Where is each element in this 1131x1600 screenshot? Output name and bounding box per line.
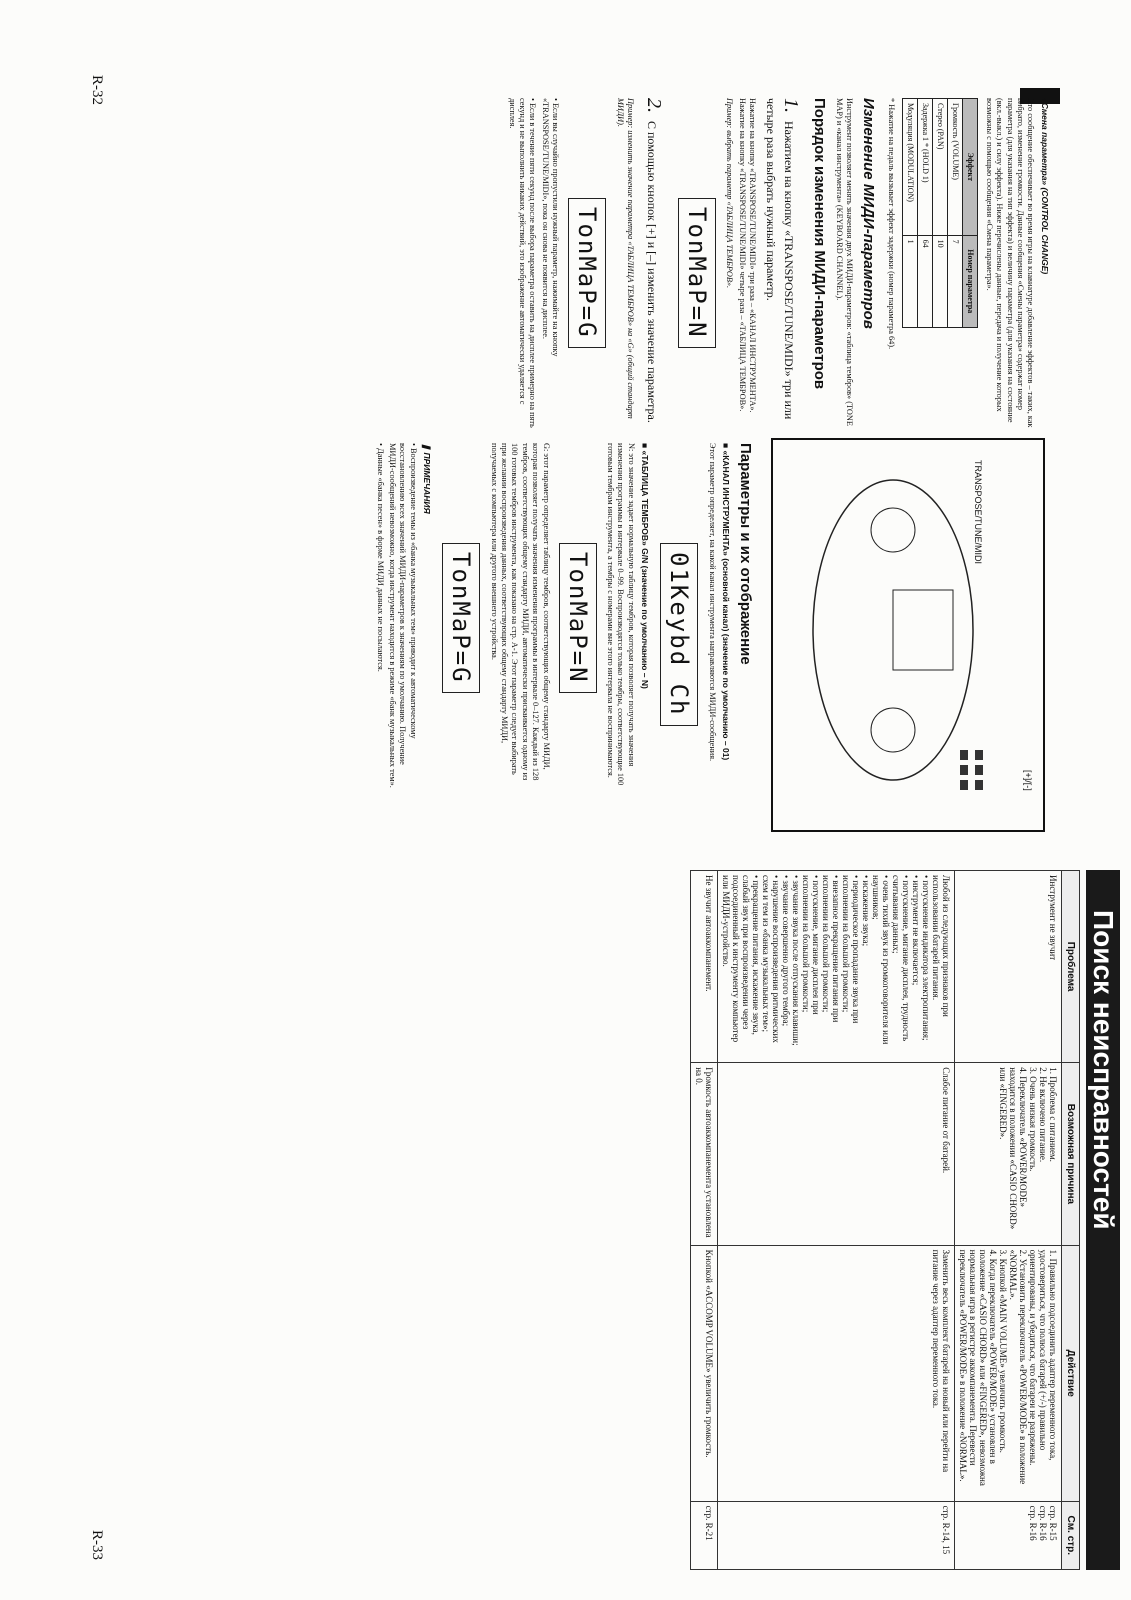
param-item-text: N: это значение задает нормальную таблицу тембров, которая позволяет получать значения изменения программы в интервале 0–99. Воспроизводятся только тембры, соответствующие 100 готовым тембрам инструмента, а тембры с номерами вне этого интервала не воспринимаются.: [605, 443, 636, 786]
left-column: [504, 98, 1050, 428]
left-page: [80, 88, 1060, 848]
step-1-sub: Нажатие на кнопку «TRANSPOSE/TUNE/MIDI» три раза – «КАНАЛ ИНСТРУМЕНТА». Нажатие на кнопку «TRANSPOSE/TUNE/MIDI» четыре раза – «ТАБЛИЦА ТЕМБРОВ».: [737, 98, 757, 413]
lcd-display: TonMaP=G: [442, 543, 480, 693]
step-2: 2.С помощью кнопок [+] и [–] изменить значение параметра.: [642, 98, 665, 423]
effect-cell: Стерео (PAN): [932, 99, 947, 236]
param-cell: 7: [947, 235, 962, 327]
problem-cell: Любой из следующих признаков при использовании батарей питания. • потускнение индикатора электропитания; • инструмент не включается; • потускнение, мигание дисплея, трудность считывания данных; • очень тихий звук из громкоговорителя или наушников; • искажение звука; • периодическое пропадание звука при исполнении на большой громкости; • внезапное прекращение питания при исполнении на большой громкости; • потускнение, мигание дисплея при исполнении на большой громкости; • звучание звука после отпускания клавиши; • звучание совершенно другого тембра; • нарушение воспроизведения ритмических схем и тем из «банка музыкальных тем»; • прекращение питания, искажение звука, слабый звук при воспроизведении через подсоединенный к инструменту компьютер или МИДИ-устройство.: [718, 871, 955, 1063]
effects-table: [902, 98, 978, 328]
cc-title: «Смена параметра» (CONTROL CHANGE): [1040, 98, 1050, 275]
table-header: Действие: [1062, 1245, 1080, 1501]
page-cell: стр. R-14, 15: [718, 1501, 955, 1569]
table-row: [947, 99, 962, 328]
change-text: Инструмент позволяет менять значения двух МИДИ-параметров: «таблица тембров» (TONE MAP) и «канал инструмента» (KEYBOARD CHANNEL).: [835, 98, 855, 426]
page-cell: стр. R-15 стр. R-16 стр. R-16: [955, 1501, 1062, 1569]
effect-cell: Громкость (VOLUME): [947, 99, 962, 236]
lcd-display: TonMaP=N: [559, 543, 597, 693]
cc-text: Это сообщение обеспечивает во время игры на клавиатуре добавление эффектов – таких, как вибрато, изменение громкости. Данные сообщения «Смены параметра» содержат номер параметра (для указания на тип эффекта) и величину параметра (для указания на состояние (вкл.-выкл.) и силу эффекта). Ниже перечислены данные, передача и получение которых возможны с помощью сообщения «Смена параметра».: [984, 98, 1036, 428]
page-cell: стр. R-21: [691, 1501, 718, 1569]
step-1: 1.Нажатием на кнопку «TRANSPOSE/TUNE/MIDI» три или четыре раза выбрать нужный параметр.: [764, 98, 802, 420]
param-cell: 10: [932, 235, 947, 327]
action-cell: 1. Правильно подсоединить адаптер переменного тока, удостовериться, что полюса батарей (+/-) правильно ориентированы, и убедиться, что батареи не разряжены. 2. Установить переключатель «POWER/MODE» в положение «NORMAL». 3. Кнопкой «MAIN VOLUME» увеличить громкость. 4. Когда переключатель «POWER/MODE» установлен в положение «CASIO CHORD» или «FINGERED», невозможна нормальная игра в регистре аккомпанемента. Перевести переключатель «POWER/MODE» в положение «NORMAL».: [955, 1245, 1062, 1501]
table-row: [917, 99, 932, 328]
problem-cell: Инструмент не звучит: [955, 871, 1062, 1063]
effect-cell: Модуляция (MODULATION): [902, 99, 917, 236]
right-column: [372, 443, 760, 788]
cause-cell: Громкость автоаккомпанемента установлена на 0.: [691, 1063, 718, 1245]
table-header: См. стр.: [1062, 1501, 1080, 1569]
right-page: [10, 870, 1120, 1570]
table-header: Эффект: [962, 99, 977, 236]
lcd-display: TonMaP=N: [678, 198, 716, 348]
problem-cell: Не звучит автоаккомпанемент.: [691, 871, 718, 1063]
action-cell: Кнопкой «ACCOMP VOLUME» увеличить громкость.: [691, 1245, 718, 1501]
cc-footnote: * Нажатие на педаль вызывает эффект задержки (номер параметра 64).: [886, 98, 896, 350]
action-cell: Заменить весь комплект батарей на новый или перейти на питание через адаптер переменного тока.: [718, 1245, 955, 1501]
notes-title: ❚ ПРИМЕЧАНИЯ: [422, 443, 433, 514]
param-item-text: G: этот параметр определяет таблицу тембров, соответствующих общему стандарту МИДИ, которая позволяет получать значения изменения программы в интервале 0–127. Каждый из 128 тембров, соответствующих общему стандарту МИДИ, автоматически присваивается одному из 100 готовых тембров инструмента, как показано на стр. А-1. Этот параметр следует выбирать при желании воспроизведения данных, соответствующих общему стандарту МИДИ, получаемых с компьютера или другого внешнего устройства.: [489, 443, 551, 781]
param-cell: 64: [917, 235, 932, 327]
troubleshooting-table: [690, 870, 1080, 1570]
param-item-title: ■ «КАНАЛ ИНСТРУМЕНТА» (основной канал) (значение по умолчанию – 01): [721, 443, 732, 761]
param-item-text: Этот параметр определяет, на какой канал инструмента направляются МИДИ-сообщения.: [707, 443, 717, 762]
table-header: Номер параметра: [962, 235, 977, 327]
lcd-display: 01Keybd Ch: [660, 543, 698, 726]
keyboard-diagram: [771, 438, 1045, 832]
step-1-example: Пример: выбрать параметр «ТАБЛИЦА ТЕМБРОВ».: [725, 98, 735, 289]
effect-cell: Задержка 1 * (HOLD 1): [917, 99, 932, 236]
step-2-example: Пример: изменить значение параметра «ТАБЛИЦА ТЕМБРОВ» на «G» (общий стандарт МИДИ).: [615, 98, 635, 419]
page-number-right: R-33: [89, 1530, 105, 1560]
params-title: Параметры и их отображение: [737, 443, 754, 665]
order-title: Порядок изменения МИДИ-параметров: [810, 98, 828, 390]
note: • Данные «банка песен» в форме МИДИ данных не посылаются.: [375, 443, 385, 672]
bullet: • Если в течение пяти секунд после выбора параметра оставить на дисплее примерно на пять секунд и не выполнить никаких действий, это изображение автоматически удаляется с дисплея.: [507, 98, 538, 428]
table-row: [691, 871, 718, 1570]
page-number-left: R-32: [89, 75, 105, 105]
lcd-display: TonMaP=G: [568, 198, 606, 348]
bullet: • Если вы случайно пропустили нужный параметр, нажимайте на кнопку «TRANSPOSE/TUNE/MIDI», пока он снова не появится на дисплее.: [540, 98, 561, 357]
table-row: [902, 99, 917, 328]
note: • Воспроизведение темы из «банка музыкальных тем» приводит к автоматическому восстановлению всех значений МИДИ-параметров к значениям по умолчанию. Получение МИДИ-сообщений невозможно, когда инструмент находится в режиме «банк музыкальных тем».: [388, 443, 418, 788]
param-cell: 1: [902, 235, 917, 327]
page-title: Поиск неисправностей: [1086, 870, 1120, 1570]
table-row: [955, 871, 1062, 1570]
keyboard-illustration: [777, 440, 1043, 826]
table-row: [718, 871, 955, 1570]
cause-cell: 1. Проблема с питанием. 2. Не включено питание. 3. Очень низкая громкость. 4. Переключатель «POWER/MODE» находится в положении «CASIO CHORD» или «FINGERED».: [955, 1063, 1062, 1245]
cause-cell: Слабое питание от батарей.: [718, 1063, 955, 1245]
transpose-label: TRANSPOSE/TUNE/MIDI: [973, 460, 983, 565]
table-header: Проблема: [1062, 871, 1080, 1063]
param-item-title: ■ «ТАБЛИЦА ТЕМБРОВ» G/N (значение по умолчанию – N): [640, 443, 651, 689]
plusminus-label: [+]/[-]: [1023, 770, 1033, 791]
change-title: Изменение МИДИ-параметров: [860, 98, 878, 329]
table-header: Возможная причина: [1062, 1063, 1080, 1245]
table-row: [932, 99, 947, 328]
